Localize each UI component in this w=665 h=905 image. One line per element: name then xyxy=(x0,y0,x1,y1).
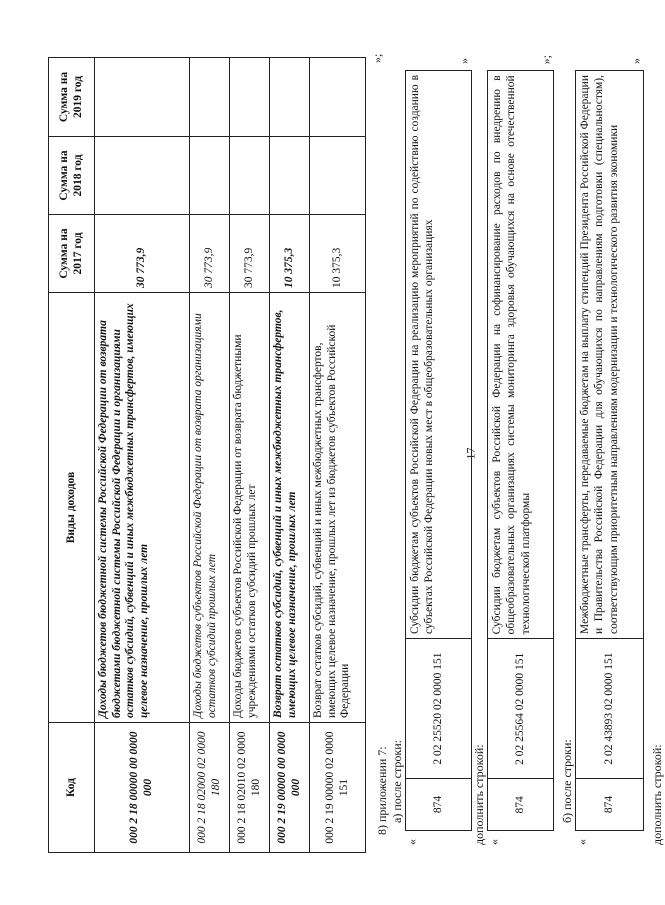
row-sum-2019 xyxy=(310,58,366,137)
item-8-intro: 8) приложении 7: xyxy=(375,746,389,835)
row-description: Межбюджетные трансферты, передаваемые бюджетам на выплату стипендий Президента Российской Федерации и Правительства Российской Федерации для обучающихся по направлениям подготовки (специальностям), соответствующим приоритетным направлениям модернизации и технологического развития экономики xyxy=(576,71,644,639)
appendix-7-section xyxy=(375,55,665,845)
table-row xyxy=(270,58,310,853)
row-block-b xyxy=(575,55,644,845)
row-sum-2018 xyxy=(270,137,310,215)
table-row xyxy=(190,58,230,853)
row-code: 000 2 18 02010 02 0000 180 xyxy=(230,723,270,853)
row-code: 000 2 19 00000 00 0000 000 xyxy=(270,723,310,853)
row-name: Доходы бюджетов субъектов Российской Федерации от возврата бюджетными учреждениями остатков субсидий прошлых лет xyxy=(230,293,270,723)
income-table xyxy=(48,57,366,853)
table-closing-quote: »; xyxy=(370,53,384,63)
row-name: Доходы бюджетов субъектов Российской Федерации от возврата организациями остатков субсидий прошлых лет xyxy=(190,293,230,723)
appendix-row-a xyxy=(405,70,472,831)
table-row xyxy=(310,58,366,853)
row-sum-2019 xyxy=(270,58,310,137)
table-header-row xyxy=(49,58,95,853)
item-b-label: б) после строки: xyxy=(560,739,574,823)
row-sum-2018 xyxy=(230,137,270,215)
admin-code: 874 xyxy=(406,779,472,831)
row-code: 000 2 18 02000 02 0000 180 xyxy=(190,723,230,853)
rotated-page-content xyxy=(48,53,664,853)
budget-code: 2 02 25520 02 0000 151 xyxy=(406,639,472,779)
open-quote: « xyxy=(575,839,589,845)
row-name: Возврат остатков субсидий, субвенций и иных межбюджетных трансфертов, имеющих целевое назначение, прошлых лет из бюджетов субъектов Российской Федерации xyxy=(310,293,366,723)
header-sum-2019: Сумма на 2019 год xyxy=(49,58,95,137)
row-sum-2018 xyxy=(95,137,190,215)
table-row xyxy=(230,58,270,853)
row-sum-2019 xyxy=(230,58,270,137)
appendix-row-added-1 xyxy=(487,70,554,831)
header-code: Код xyxy=(49,723,95,853)
admin-code: 874 xyxy=(576,779,644,831)
row-description: Субсидии бюджетам субъектов Российской Федерации на реализацию мероприятий по содействию созданию в субъектах Российской Федерации новых мест в общеобразовательных организациях xyxy=(406,71,472,639)
row-sum-2018 xyxy=(190,137,230,215)
budget-code: 2 02 43893 02 0000 151 xyxy=(576,639,644,779)
row-sum-2019 xyxy=(190,58,230,137)
row-sum-2017: 10 375,3 xyxy=(270,215,310,293)
page-number: 17 xyxy=(463,447,478,460)
close-quote: » xyxy=(629,58,643,64)
row-sum-2017: 30 773,9 xyxy=(230,215,270,293)
row-sum-2019 xyxy=(95,58,190,137)
table-row xyxy=(95,58,190,853)
add-row-label: дополнить строкой: xyxy=(650,744,664,845)
item-a-label: а) после строки: xyxy=(390,740,404,823)
row-sum-2018 xyxy=(310,137,366,215)
row-name: Доходы бюджетов бюджетной системы Российской Федерации от возврата бюджетами бюджетной системы Российской Федерации и организациями остатков субсидий, субвенций и иных межбюджетных трансфертов, имеющих целевое назначение, прошлых лет xyxy=(95,293,190,723)
row-description: Субсидии бюджетам субъектов Российской Федерации на софинансирование расходов по внедрению в общеобразовательных организациях системы мониторинга здоровья обучающихся на основе отечественной технологической платформы xyxy=(488,71,554,639)
row-block-a xyxy=(405,55,472,845)
open-quote: « xyxy=(487,839,501,845)
appendix-row-b xyxy=(575,70,644,831)
close-quote: »; xyxy=(539,55,553,65)
header-income-type: Виды доходов xyxy=(49,293,95,723)
row-sum-2017: 30 773,9 xyxy=(95,215,190,293)
header-sum-2017: Сумма на 2017 год xyxy=(49,215,95,293)
row-block-add-1 xyxy=(487,55,554,845)
row-code: 000 2 18 00000 00 0000 000 xyxy=(95,723,190,853)
row-sum-2017: 10 375,3 xyxy=(310,215,366,293)
close-quote: » xyxy=(457,58,471,64)
admin-code: 874 xyxy=(488,779,554,831)
header-sum-2018: Сумма на 2018 год xyxy=(49,137,95,215)
budget-code: 2 02 25564 02 0000 151 xyxy=(488,639,554,779)
open-quote: « xyxy=(405,839,419,845)
row-name: Возврат остатков субсидий, субвенций и иных межбюджетных трансфертов, имеющих целевое назначение, прошлых лет xyxy=(270,293,310,723)
add-row-label: дополнить строкой: xyxy=(472,744,486,845)
row-sum-2017: 30 773,9 xyxy=(190,215,230,293)
row-code: 000 2 19 00000 02 0000 151 xyxy=(310,723,366,853)
